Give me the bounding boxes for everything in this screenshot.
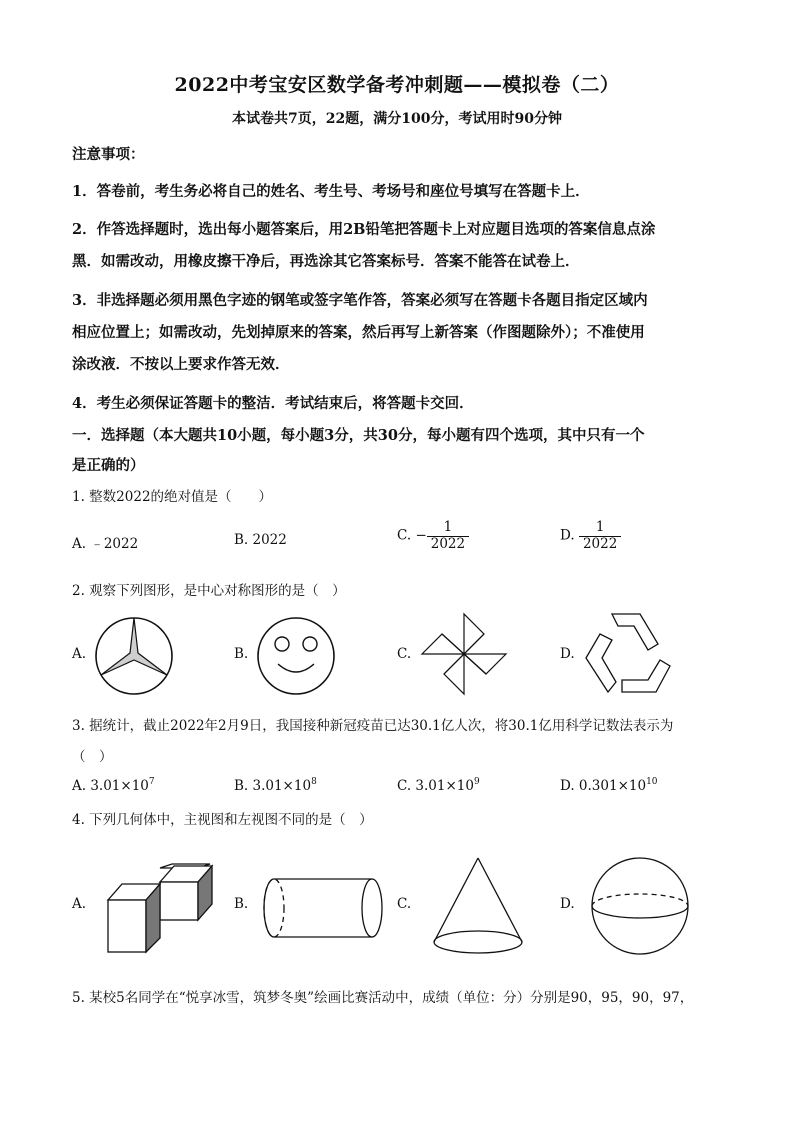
notice-item-3: 3．非选择题必须用黑色字迹的钢笔或签字笔作答，答案必须写在答题卡各题目指定区域内 [72,292,648,309]
notice-item-3-cont2: 涂改液．不按以上要求作答无效． [72,356,290,373]
notice-heading: 注意事项： [72,146,145,163]
q4-option-d-label: D. [560,896,575,912]
question-4-stem: 4. 下列几何体中，主视图和左视图不同的是（ ） [72,812,373,828]
circle-star-figure [94,616,174,696]
q3-option-c-exponent: 9 [473,777,480,787]
q3-option-d [560,777,658,794]
notice-item-1: 1．答卷前，考生务必将自己的姓名、考生号、考场号和座位号填写在答题卡上． [72,183,590,200]
q2-option-b-label: B. [234,646,249,662]
q4-option-c-label: C. [397,896,412,912]
q3-option-c [397,777,480,794]
q1-d-numerator: 1 [595,519,605,535]
page-subtitle: 本试卷共7页，22题，满分100分，考试用时90分钟 [232,111,562,127]
q3-option-b-base: B. 3.01×10 [234,778,312,794]
question-3-stem: 3. 据统计，截止2022年2月9日，我国接种新冠疫苗已达30.1亿人次，将30.1亿用科学记数法表示为 [72,718,674,734]
q4-option-b-label: B. [234,896,249,912]
q1-c-denominator: 2022 [427,536,469,553]
q1-option-c [397,520,469,552]
q1-option-d-fraction [579,520,621,552]
q2-option-a-label: A. [72,646,87,662]
q3-option-a [72,777,155,794]
sphere-figure [590,856,690,956]
notice-item-3-cont: 相应位置上；如需改动，先划掉原来的答案，然后再写上新答案（作图题除外）；不准使用 [72,324,645,341]
notice-item-2: 2．作答选择题时，选出每小题答案后，用2B铅笔把答题卡上对应题目选项的答案信息点涂 [72,221,656,238]
q3-option-c-base: C. 3.01×10 [397,778,474,794]
q1-option-c-sign: − [415,527,427,544]
q3-option-b-exponent: 8 [311,777,317,787]
cylinder-figure [262,876,384,940]
question-3-stem-cont: （ ） [72,749,113,765]
q1-option-d [560,520,621,552]
q1-d-denominator: 2022 [579,536,621,553]
notice-item-2-cont: 黑．如需改动，用橡皮擦干净后，再选涂其它答案标号．答案不能答在试卷上． [72,253,580,270]
question-1-stem: 1. 整数2022的绝对值是（ ） [72,489,273,505]
cone-figure [430,856,526,956]
stacked-cubes-figure [106,864,212,956]
page-title: 2022中考宝安区数学备考冲刺题——模拟卷（二） [174,74,620,96]
q1-c-numerator: 1 [443,519,453,535]
question-5-stem: 5. 某校5名同学在“悦享冰雪，筑梦冬奥”绘画比赛活动中，成绩（单位：分）分别是90，95，90，97， [72,990,694,1006]
q1-option-d-label: D. [560,527,575,544]
q1-option-a: A. ﹣2022 [72,536,139,552]
question-2-stem: 2. 观察下列图形，是中心对称图形的是（ ） [72,583,346,599]
q3-option-d-exponent: 10 [646,777,658,787]
section-heading: 一．选择题（本大题共10小题，每小题3分，共30分，每小题有四个选项，其中只有一个 [72,427,645,444]
q2-option-c-label: C. [397,646,412,662]
q3-option-d-base: D. 0.301×10 [560,778,647,794]
q1-option-c-fraction [427,520,469,552]
q3-option-a-exponent: 7 [148,777,155,787]
q3-option-a-base: A. 3.01×10 [72,778,149,794]
q2-option-d-label: D. [560,646,575,662]
q1-option-b: B. 2022 [234,532,287,548]
q4-option-a-label: A. [72,896,87,912]
recycle-arrows-figure [582,612,674,696]
smiley-face-figure [256,616,336,696]
section-heading-cont: 是正确的） [72,457,145,474]
q3-option-b [234,777,317,794]
q1-option-c-label: C. [397,527,412,544]
notice-item-4: 4．考生必须保证答题卡的整洁．考试结束后，将答题卡交回． [72,395,474,412]
pinwheel-figure [418,612,510,696]
